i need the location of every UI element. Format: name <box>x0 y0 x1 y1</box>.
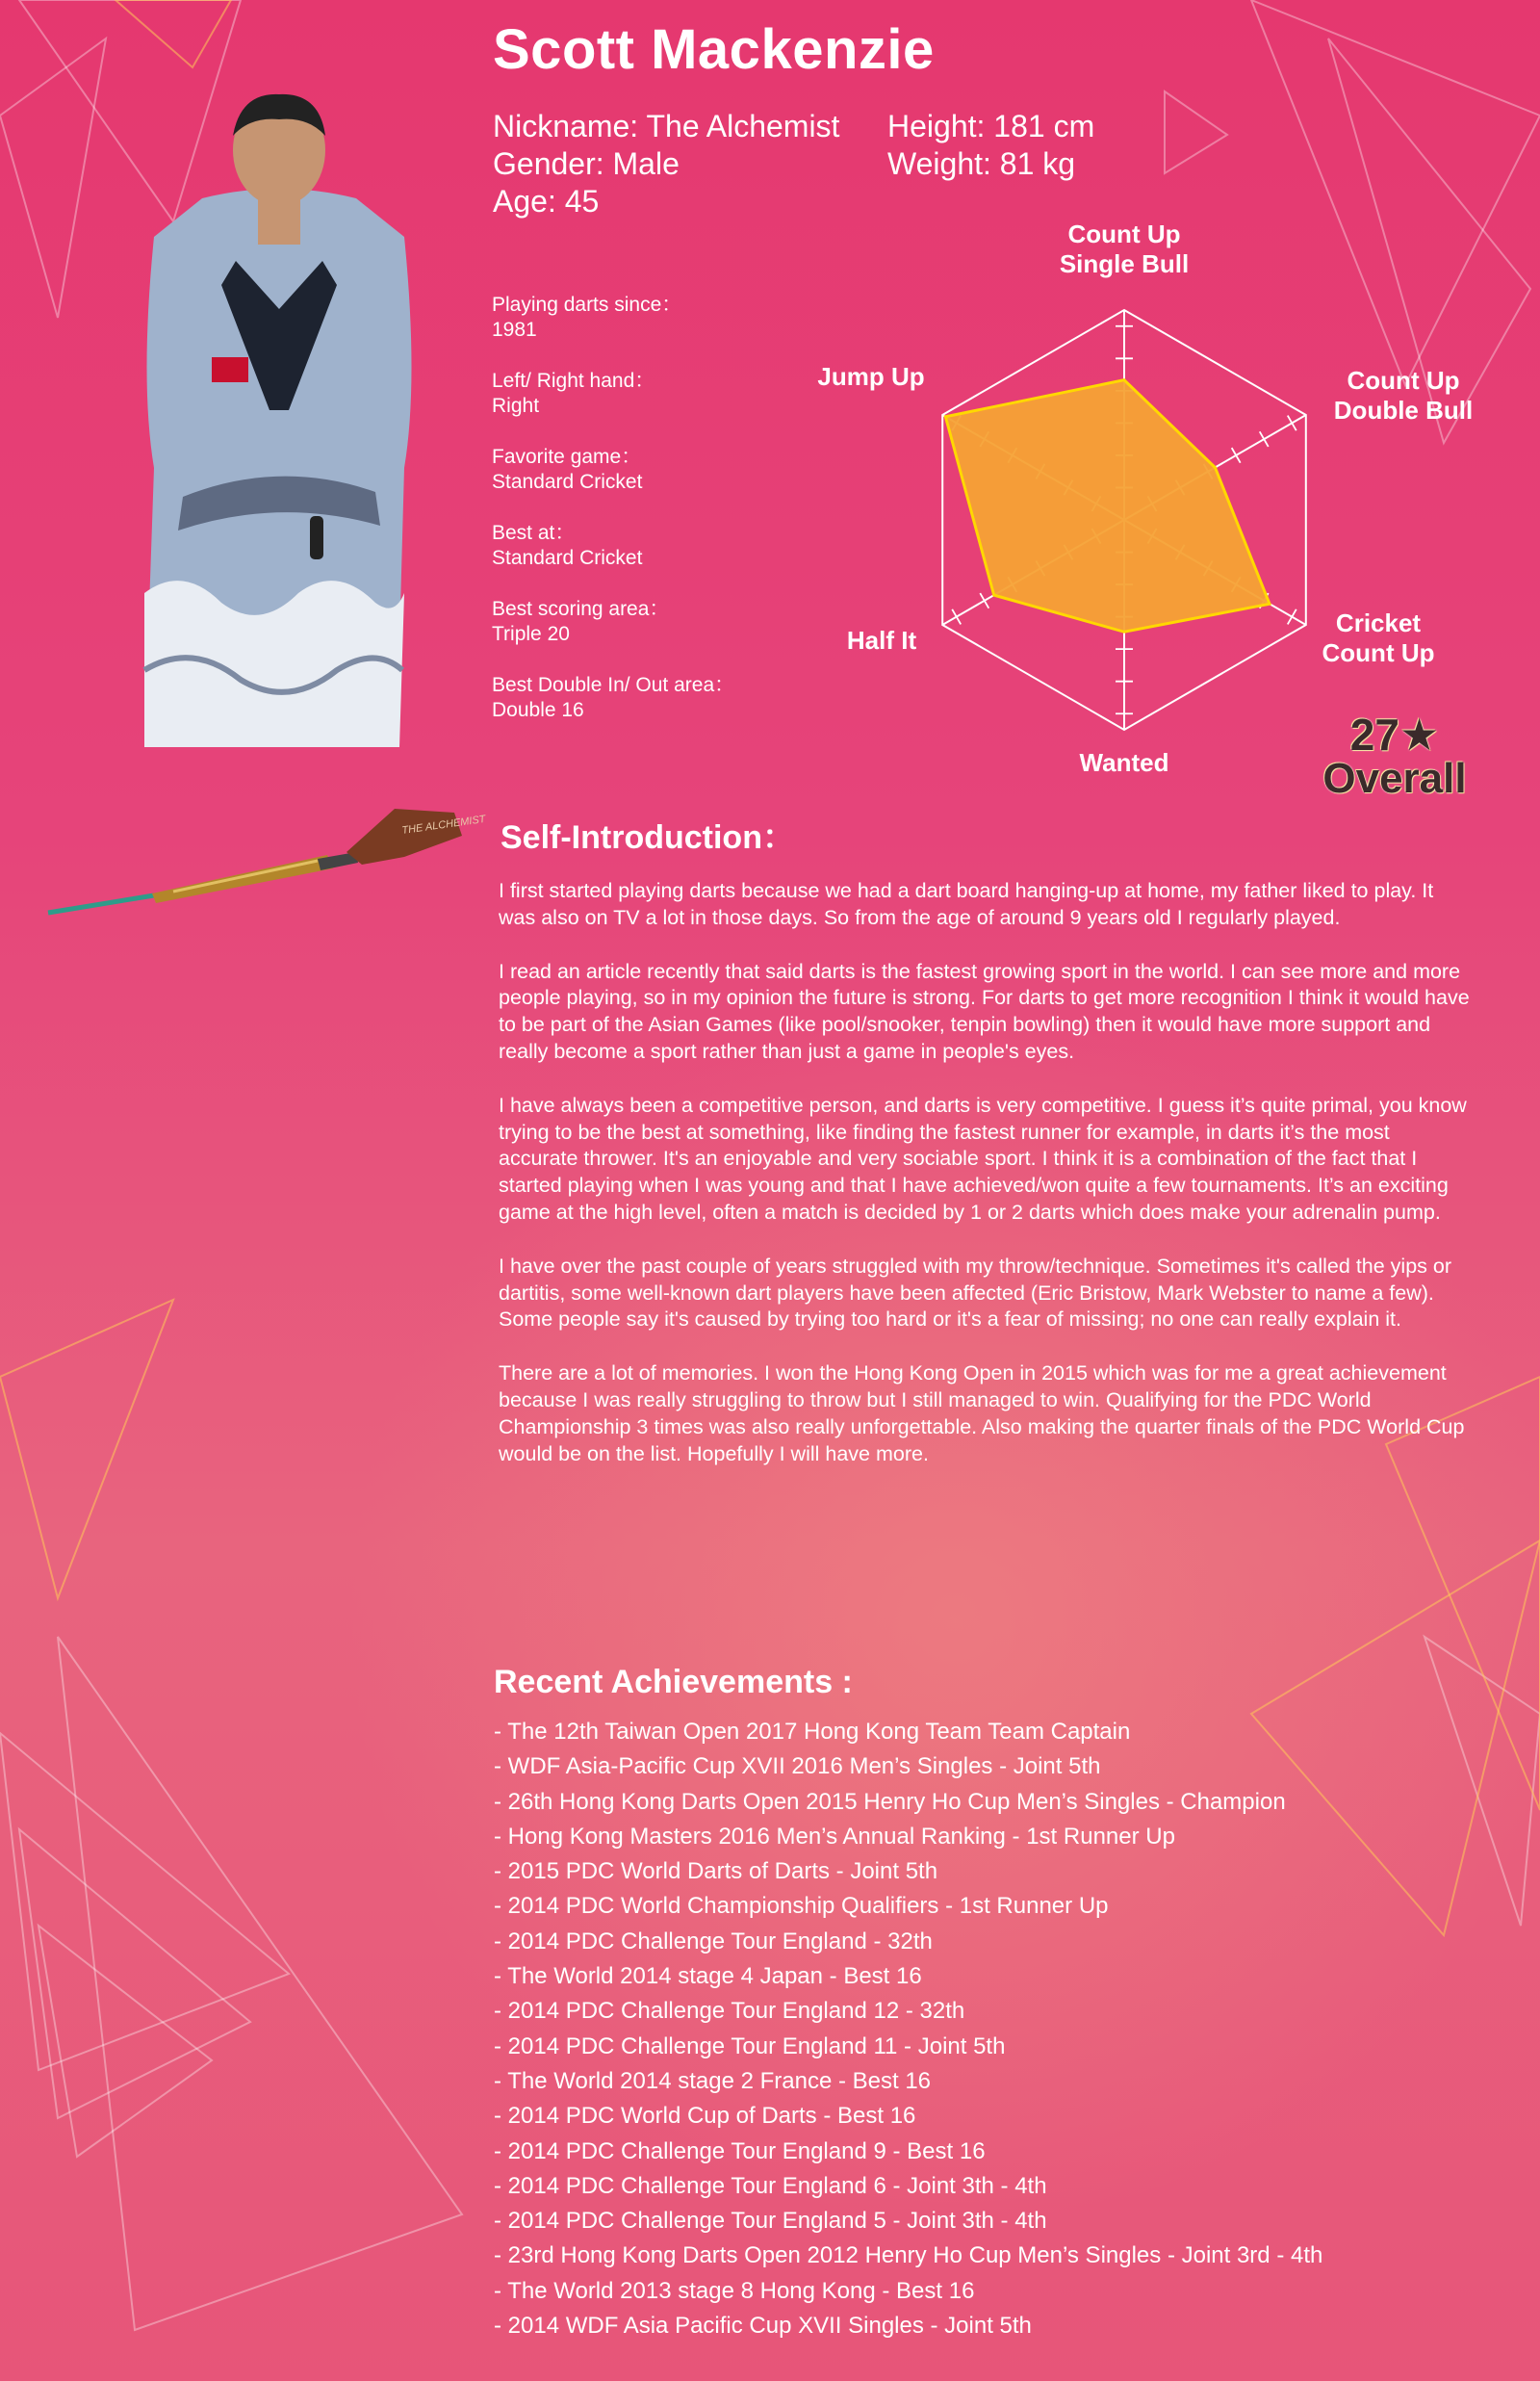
achievements-title: Recent Achievements : <box>494 1664 853 1700</box>
achievement-item: - 2014 PDC Challenge Tour England - 32th <box>494 1928 933 1954</box>
detail-label: Left/ Right hand： <box>492 370 655 392</box>
radar-axis-label: Single Bull <box>1059 249 1190 278</box>
radar-tick <box>1232 448 1241 463</box>
achievement-item: - 23rd Hong Kong Darts Open 2012 Henry Ho Cup Men’s Singles - Joint 3rd - 4th <box>494 2242 1323 2269</box>
detail-hand <box>492 369 800 419</box>
achievement-item: - 2015 PDC World Darts of Darts - Joint 5th <box>494 1858 938 1885</box>
gender: Gender: Male <box>493 146 680 181</box>
player-details <box>492 293 800 749</box>
intro-paragraph: I first started playing darts because we had a dart board hanging-up at home, my father liked to play. It was also on TV a lot in those days. So from the age of around 9 years old I regularly played. <box>499 879 1434 929</box>
radar-axis-label: Half It <box>846 626 917 655</box>
achievement-item: - WDF Asia-Pacific Cup XVII 2016 Men’s Singles - Joint 5th <box>494 1753 1101 1780</box>
height: Height: 181 cm <box>887 109 1095 143</box>
detail-best-at <box>492 521 800 571</box>
detail-value: Standard Cricket <box>492 547 643 569</box>
radar-axis-label: Double Bull <box>1333 396 1474 425</box>
radar-tick <box>980 593 988 608</box>
intro-paragraph: I have always been a competitive person, and darts is very competitive. I guess it’s quite primal, you know trying to be the best at something, like finding the fastest runner for example, in darts it’s the most accurate thrower. It's an enjoyable and very sociable sport. I think it is a combination of the fact that I started playing when I was young and that I have achieved/won quite a few tournaments. It’s an exciting game at the high level, often a match is decided by 1 or 2 darts which does make your adrenalin pump. <box>499 1093 1467 1224</box>
radar-axis-label: Count Up <box>1347 366 1460 395</box>
detail-value: Right <box>492 395 540 417</box>
dart-image <box>38 799 487 924</box>
achievements-list <box>494 1715 1322 2343</box>
achievement-item: - 2014 PDC Challenge Tour England 11 - Joint 5th <box>494 2032 1006 2059</box>
detail-label: Best scoring area： <box>492 598 670 620</box>
skill-radar-chart <box>789 212 1482 789</box>
achievement-item: - The World 2014 stage 4 Japan - Best 16 <box>494 1963 922 1990</box>
radar-tick <box>1288 609 1296 625</box>
achievement-item: - 2014 PDC Challenge Tour England 9 - Best 16 <box>494 2137 986 2164</box>
detail-label: Playing darts since： <box>492 294 682 316</box>
detail-value: Double 16 <box>492 699 584 721</box>
overall-score: 27★ <box>1349 710 1440 760</box>
detail-best-double <box>492 673 800 723</box>
radar-axis-label: Wanted <box>1079 748 1169 777</box>
intro-paragraph: I read an article recently that said darts is the fastest growing sport in the world. I can see more and more people playing, so in my opinion the future is strong. For darts to get more recognition I think it would have to be part of the Asian Games (like pool/snooker, tenpin bowling) then it would have more support and really become a sport rather than just a game in people's eyes. <box>499 959 1470 1063</box>
achievement-item: - 2014 PDC Challenge Tour England 5 - Joint 3th - 4th <box>494 2208 1047 2235</box>
achievement-item: - 2014 PDC Challenge Tour England 6 - Joint 3th - 4th <box>494 2172 1047 2199</box>
radar-value-area <box>945 380 1270 633</box>
detail-playing-since <box>492 293 800 343</box>
intro-paragraph: I have over the past couple of years struggled with my throw/technique. Sometimes it's called the yips or dartitis, some well-known dart players have been affected (Eric Bristow, Mark Webster to name a few). Some people say it's caused by trying too hard or it's a fear of missing; no one can really explain it. <box>499 1254 1452 1332</box>
nickname: Nickname: The Alchemist <box>493 109 840 143</box>
player-photo <box>144 92 414 747</box>
intro-title: Self-Introduction： <box>500 819 795 856</box>
achievement-item: - 26th Hong Kong Darts Open 2015 Henry Ho Cup Men’s Singles - Champion <box>494 1788 1286 1815</box>
player-name: Scott Mackenzie <box>493 18 935 81</box>
achievement-item: - The World 2013 stage 8 Hong Kong - Best 16 <box>494 2277 975 2304</box>
radar-axis-label: Cricket <box>1335 608 1422 637</box>
achievement-item: - The 12th Taiwan Open 2017 Hong Kong Team Team Captain <box>494 1719 1131 1745</box>
radar-axis-label: Count Up <box>1067 220 1181 248</box>
age: Age: 45 <box>493 184 600 219</box>
detail-value: 1981 <box>492 319 537 341</box>
achievement-item: - 2014 WDF Asia Pacific Cup XVII Singles - Joint 5th <box>494 2313 1032 2340</box>
weight: Weight: 81 kg <box>887 146 1076 181</box>
overall-label: Overall <box>1322 755 1467 802</box>
radar-tick <box>952 609 961 625</box>
overall-rating <box>1303 709 1486 803</box>
detail-label: Best Double In/ Out area： <box>492 674 735 696</box>
radar-tick <box>1260 431 1269 447</box>
achievement-item: - 2014 PDC World Cup of Darts - Best 16 <box>494 2103 916 2130</box>
detail-value: Standard Cricket <box>492 471 643 493</box>
detail-label: Best at： <box>492 522 576 544</box>
detail-best-scoring-area <box>492 597 800 647</box>
player-info-right <box>887 108 1094 183</box>
intro-paragraph: There are a lot of memories. I won the Hong Kong Open in 2015 which was for me a great achievement because I was really struggling to throw but I still managed to win. Qualifying for the PDC World Championship 3 times was also really unforgettable. Also making the quarter finals of the PDC World Cup would be on the list. Hopefully I will have more. <box>499 1361 1465 1465</box>
radar-tick <box>1288 416 1296 431</box>
detail-label: Favorite game： <box>492 446 642 468</box>
player-info-left <box>493 108 839 220</box>
radar-axis-label: Jump Up <box>817 362 925 391</box>
dart-flight-text: THE ALCHEMIST <box>400 813 487 837</box>
detail-value: Triple 20 <box>492 623 570 645</box>
detail-favorite-game <box>492 445 800 495</box>
intro-body <box>499 878 1471 1494</box>
achievement-item: - 2014 PDC World Championship Qualifiers - 1st Runner Up <box>494 1893 1109 1920</box>
achievement-item: - 2014 PDC Challenge Tour England 12 - 32th <box>494 1998 965 2025</box>
achievement-item: - Hong Kong Masters 2016 Men’s Annual Ranking - 1st Runner Up <box>494 1823 1175 1850</box>
achievement-item: - The World 2014 stage 2 France - Best 16 <box>494 2067 932 2094</box>
radar-axis-label: Count Up <box>1322 638 1435 667</box>
